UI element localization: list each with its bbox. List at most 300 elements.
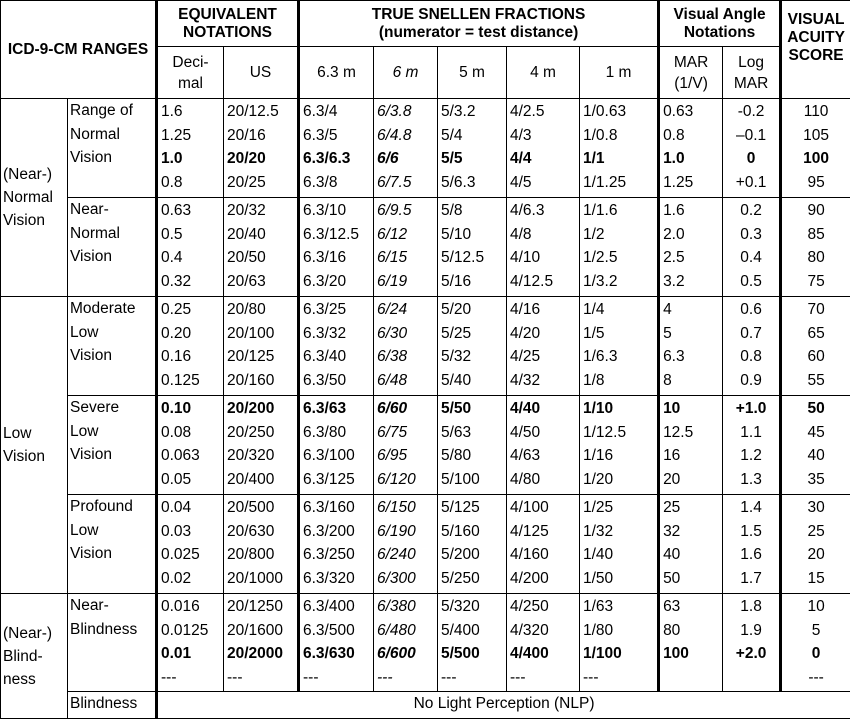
value-snellen-5m: 5/3.2 xyxy=(441,103,476,120)
value-snellen-6-3m: --- xyxy=(303,668,319,686)
value-logmar: 1.7 xyxy=(740,569,762,587)
value-us: 20/1600 xyxy=(227,621,284,639)
value-snellen-6-3m: 6.3/10 xyxy=(303,202,347,219)
value-us: --- xyxy=(227,668,243,686)
value-us: 20/50 xyxy=(227,249,266,266)
value-score: 30 xyxy=(807,499,825,516)
cell-score xyxy=(781,297,850,396)
subheader-6-3m: 6.3 m xyxy=(299,47,374,99)
value-snellen-6m: 6/600 xyxy=(377,645,416,662)
value-mar: 5 xyxy=(663,324,672,342)
value-decimal: 0.16 xyxy=(161,348,192,365)
value-score: 35 xyxy=(807,470,825,488)
value-score: 70 xyxy=(807,301,825,318)
cell-snellen-6-3m xyxy=(299,198,374,297)
cell-us xyxy=(224,396,299,495)
value-logmar: 1.5 xyxy=(740,522,762,540)
value-logmar xyxy=(726,666,776,690)
subheader-us: US xyxy=(224,47,299,99)
value-score: 20 xyxy=(807,546,825,563)
value-decimal: --- xyxy=(161,668,177,686)
table-row xyxy=(1,396,850,495)
value-logmar: 1.2 xyxy=(740,447,762,464)
value-snellen-1m: 1/16 xyxy=(583,447,614,464)
subheader-6m: 6 m xyxy=(374,47,438,99)
value-logmar: –0.1 xyxy=(735,126,767,144)
value-score: 55 xyxy=(807,371,825,389)
value-snellen-4m: 4/16 xyxy=(510,301,541,318)
value-mar: 20 xyxy=(663,470,681,488)
value-mar: 2.0 xyxy=(663,225,685,243)
value-decimal: 0.08 xyxy=(161,423,192,441)
value-snellen-4m: 4/200 xyxy=(510,569,549,587)
value-us: 20/1250 xyxy=(227,598,284,615)
value-us: 20/40 xyxy=(227,225,266,243)
value-logmar: 1.3 xyxy=(740,470,762,488)
value-snellen-5m: 5/50 xyxy=(441,400,472,417)
value-us: 20/80 xyxy=(227,301,266,318)
no-light-perception-cell: No Light Perception (NLP) xyxy=(157,692,850,719)
subheader-logmar: Log MAR xyxy=(723,47,781,99)
value-decimal: 0.8 xyxy=(161,173,183,191)
value-logmar: +1.0 xyxy=(735,400,767,417)
value-snellen-1m: 1/4 xyxy=(583,301,605,318)
header-equivalent-notations: EQUIVALENT NOTATIONS xyxy=(157,1,299,47)
value-snellen-5m: --- xyxy=(441,668,457,686)
cell-snellen-4m xyxy=(507,198,580,297)
value-snellen-1m: 1/1.25 xyxy=(583,173,627,191)
value-mar: 1.25 xyxy=(663,173,694,191)
cell-decimal xyxy=(157,297,224,396)
value-snellen-6m: 6/9.5 xyxy=(377,202,412,219)
value-snellen-4m: 4/3 xyxy=(510,126,532,144)
cell-mar xyxy=(659,99,723,198)
value-snellen-1m: 1/1.6 xyxy=(583,202,618,219)
subcategory-profound-low-vision: Profound Low Vision xyxy=(68,495,157,594)
value-snellen-5m: 5/40 xyxy=(441,371,472,389)
value-snellen-5m: 5/63 xyxy=(441,423,472,441)
value-snellen-6m: 6/480 xyxy=(377,621,416,639)
cell-snellen-5m xyxy=(438,99,507,198)
value-snellen-1m: 1/63 xyxy=(583,598,614,615)
value-mar: 25 xyxy=(663,499,681,516)
value-snellen-1m: 1/2 xyxy=(583,225,605,243)
value-snellen-6-3m: 6.3/500 xyxy=(303,621,355,639)
value-score: 90 xyxy=(807,202,825,219)
value-snellen-6-3m: 6.3/160 xyxy=(303,499,355,516)
value-decimal: 0.63 xyxy=(161,202,192,219)
value-snellen-6-3m: 6.3/25 xyxy=(303,301,347,318)
value-snellen-6m: 6/4.8 xyxy=(377,126,412,144)
cell-snellen-4m xyxy=(507,594,580,692)
value-snellen-6-3m: 6.3/32 xyxy=(303,324,347,342)
value-snellen-1m: 1/12.5 xyxy=(583,423,627,441)
value-decimal: 0.01 xyxy=(161,645,192,662)
value-mar: 50 xyxy=(663,569,681,587)
cell-decimal xyxy=(157,495,224,594)
header-visual-angle: Visual Angle Notations xyxy=(659,1,781,47)
cell-snellen-6-3m xyxy=(299,297,374,396)
value-snellen-6-3m: 6.3/250 xyxy=(303,546,355,563)
value-logmar: 1.6 xyxy=(740,546,762,563)
value-score: 85 xyxy=(807,225,825,243)
value-snellen-1m: 1/0.63 xyxy=(583,103,627,120)
value-decimal: 0.10 xyxy=(161,400,192,417)
subcategory-near-normal-vision: Near- Normal Vision xyxy=(68,198,157,297)
value-snellen-5m: 5/400 xyxy=(441,621,480,639)
value-snellen-4m: 4/80 xyxy=(510,470,541,488)
cell-snellen-4m xyxy=(507,396,580,495)
value-mar: 80 xyxy=(663,621,681,639)
value-snellen-4m: 4/5 xyxy=(510,173,532,191)
cell-snellen-6m xyxy=(374,396,438,495)
value-mar: 0.63 xyxy=(663,103,694,120)
cell-decimal xyxy=(157,198,224,297)
value-snellen-5m: 5/4 xyxy=(441,126,463,144)
value-snellen-6-3m: 6.3/20 xyxy=(303,272,347,290)
value-decimal: 0.4 xyxy=(161,249,183,266)
value-snellen-5m: 5/25 xyxy=(441,324,472,342)
value-mar: 4 xyxy=(663,301,672,318)
value-us: 20/800 xyxy=(227,546,275,563)
value-decimal: 1.25 xyxy=(161,126,192,144)
cell-mar xyxy=(659,594,723,692)
value-us: 20/63 xyxy=(227,272,266,290)
value-snellen-1m: 1/1 xyxy=(583,150,605,167)
value-mar: 3.2 xyxy=(663,272,685,290)
value-snellen-6m: 6/380 xyxy=(377,598,416,615)
subheader-mar: MAR (1/V) xyxy=(659,47,723,99)
cell-mar xyxy=(659,495,723,594)
value-snellen-4m: --- xyxy=(510,668,526,686)
value-snellen-1m: 1/50 xyxy=(583,569,614,587)
value-mar: 1.6 xyxy=(663,202,685,219)
cell-logmar xyxy=(723,297,781,396)
value-mar: 10 xyxy=(663,400,681,417)
value-us: 20/500 xyxy=(227,499,275,516)
table-row xyxy=(1,198,850,297)
subcategory-near-blindness: Near-Blindness xyxy=(68,594,157,692)
cell-mar xyxy=(659,396,723,495)
category-near-normal-vision: (Near-) Normal Vision xyxy=(1,99,68,297)
value-logmar: 0.2 xyxy=(740,202,762,219)
value-snellen-6m: 6/30 xyxy=(377,324,408,342)
cell-snellen-1m xyxy=(580,99,659,198)
cell-snellen-5m xyxy=(438,495,507,594)
value-snellen-6-3m: 6.3/63 xyxy=(303,400,347,417)
value-logmar: -0.2 xyxy=(737,103,765,120)
value-score: 15 xyxy=(807,569,825,587)
cell-score xyxy=(781,396,850,495)
value-snellen-5m: 5/6.3 xyxy=(441,173,476,191)
cell-us xyxy=(224,297,299,396)
subcategory-blindness: Blindness xyxy=(68,692,157,719)
value-score: 0 xyxy=(811,645,821,662)
cell-snellen-4m xyxy=(507,495,580,594)
value-us: 20/630 xyxy=(227,522,275,540)
value-snellen-6-3m: 6.3/40 xyxy=(303,348,347,365)
table-row xyxy=(1,297,850,396)
value-decimal: 0.05 xyxy=(161,470,192,488)
cell-score xyxy=(781,594,850,692)
value-snellen-6-3m: 6.3/100 xyxy=(303,447,355,464)
value-decimal: 1.6 xyxy=(161,103,183,120)
value-score: 40 xyxy=(807,447,825,464)
value-decimal: 0.5 xyxy=(161,225,183,243)
cell-snellen-6m xyxy=(374,297,438,396)
value-snellen-6m: 6/3.8 xyxy=(377,103,412,120)
value-us: 20/125 xyxy=(227,348,275,365)
cell-decimal xyxy=(157,594,224,692)
value-snellen-6m: 6/300 xyxy=(377,569,416,587)
table-row-blindness xyxy=(1,692,850,719)
value-logmar: 0.8 xyxy=(740,348,762,365)
cell-us xyxy=(224,198,299,297)
value-us: 20/400 xyxy=(227,470,275,488)
header-true-snellen: TRUE SNELLEN FRACTIONS (numerator = test distance) xyxy=(299,1,659,47)
cell-snellen-4m xyxy=(507,297,580,396)
value-logmar: 0.6 xyxy=(740,301,762,318)
value-logmar: +0.1 xyxy=(735,173,767,191)
value-snellen-1m: 1/32 xyxy=(583,522,614,540)
value-snellen-1m: 1/3.2 xyxy=(583,272,618,290)
value-decimal: 0.04 xyxy=(161,499,192,516)
cell-logmar xyxy=(723,198,781,297)
value-score: --- xyxy=(808,668,824,686)
value-snellen-5m: 5/80 xyxy=(441,447,472,464)
cell-snellen-1m xyxy=(580,297,659,396)
value-snellen-4m: 4/125 xyxy=(510,522,549,540)
value-snellen-4m: 4/63 xyxy=(510,447,541,464)
value-snellen-1m: 1/10 xyxy=(583,400,614,417)
value-snellen-6-3m: 6.3/630 xyxy=(303,645,355,662)
value-logmar: 1.4 xyxy=(740,499,762,516)
value-snellen-6m: 6/60 xyxy=(377,400,408,417)
value-snellen-4m: 4/12.5 xyxy=(510,272,554,290)
value-snellen-5m: 5/5 xyxy=(441,150,463,167)
value-us: 20/100 xyxy=(227,324,275,342)
value-score: 45 xyxy=(807,423,825,441)
value-mar: 0.8 xyxy=(663,126,685,144)
value-snellen-6m: 6/75 xyxy=(377,423,408,441)
value-snellen-4m: 4/320 xyxy=(510,621,549,639)
value-snellen-6-3m: 6.3/12.5 xyxy=(303,225,360,243)
cell-us xyxy=(224,99,299,198)
value-score: 25 xyxy=(807,522,825,540)
value-snellen-4m: 4/100 xyxy=(510,499,549,516)
value-snellen-6m: 6/24 xyxy=(377,301,408,318)
subcategory-range-of-normal-vision: Range of Normal Vision xyxy=(68,99,157,198)
value-snellen-4m: 4/32 xyxy=(510,371,541,389)
value-snellen-6-3m: 6.3/320 xyxy=(303,569,355,587)
value-snellen-6m: 6/38 xyxy=(377,348,408,365)
value-score: 105 xyxy=(803,126,830,144)
value-snellen-5m: 5/16 xyxy=(441,272,472,290)
subheader-1m: 1 m xyxy=(580,47,659,99)
value-snellen-6m: 6/7.5 xyxy=(377,173,412,191)
value-snellen-5m: 5/100 xyxy=(441,470,480,488)
value-mar: 32 xyxy=(663,522,681,540)
cell-snellen-6m xyxy=(374,99,438,198)
value-logmar: 0.7 xyxy=(740,324,762,342)
value-decimal: 0.32 xyxy=(161,272,192,290)
value-snellen-4m: 4/10 xyxy=(510,249,541,266)
value-snellen-4m: 4/160 xyxy=(510,546,549,563)
value-logmar: 0.5 xyxy=(740,272,762,290)
value-score: 100 xyxy=(803,150,830,167)
value-snellen-6-3m: 6.3/8 xyxy=(303,173,338,191)
value-snellen-6m: --- xyxy=(377,668,393,686)
value-snellen-4m: 4/400 xyxy=(510,645,549,662)
value-mar: 100 xyxy=(663,645,689,662)
value-snellen-5m: 5/200 xyxy=(441,546,480,563)
value-snellen-5m: 5/8 xyxy=(441,202,463,219)
cell-mar xyxy=(659,297,723,396)
value-snellen-6m: 6/95 xyxy=(377,447,408,464)
value-snellen-1m: 1/0.8 xyxy=(583,126,618,144)
value-snellen-1m: 1/80 xyxy=(583,621,614,639)
value-snellen-4m: 4/40 xyxy=(510,400,541,417)
cell-mar xyxy=(659,198,723,297)
value-us: 20/20 xyxy=(227,150,266,167)
value-us: 20/32 xyxy=(227,202,266,219)
cell-logmar xyxy=(723,594,781,692)
value-snellen-1m: 1/5 xyxy=(583,324,605,342)
cell-snellen-6m xyxy=(374,198,438,297)
cell-logmar xyxy=(723,99,781,198)
header-visual-acuity-score: VISUAL ACUITY SCORE xyxy=(781,1,850,99)
cell-snellen-5m xyxy=(438,297,507,396)
value-snellen-6m: 6/120 xyxy=(377,470,416,488)
value-snellen-4m: 4/50 xyxy=(510,423,541,441)
cell-snellen-6-3m xyxy=(299,99,374,198)
cell-snellen-6-3m xyxy=(299,396,374,495)
value-snellen-5m: 5/320 xyxy=(441,598,480,615)
value-score: 60 xyxy=(807,348,825,365)
value-logmar: 1.1 xyxy=(740,423,762,441)
value-mar: 6.3 xyxy=(663,348,685,365)
value-decimal: 0.016 xyxy=(161,598,200,615)
value-snellen-6m: 6/48 xyxy=(377,371,408,389)
value-us: 20/250 xyxy=(227,423,275,441)
value-snellen-1m: 1/2.5 xyxy=(583,249,618,266)
value-snellen-1m: 1/25 xyxy=(583,499,614,516)
value-snellen-6-3m: 6.3/200 xyxy=(303,522,355,540)
value-logmar: 0.9 xyxy=(740,371,762,389)
value-us: 20/25 xyxy=(227,173,266,191)
cell-snellen-6m xyxy=(374,594,438,692)
cell-snellen-1m xyxy=(580,396,659,495)
subcategory-severe-low-vision: Severe Low Vision xyxy=(68,396,157,495)
value-score: 75 xyxy=(807,272,825,290)
cell-snellen-6m xyxy=(374,495,438,594)
value-us: 20/1000 xyxy=(227,569,284,587)
subcategory-moderate-low-vision: Moderate Low Vision xyxy=(68,297,157,396)
value-score: 50 xyxy=(807,400,825,417)
value-snellen-6-3m: 6.3/50 xyxy=(303,371,347,389)
category-low-vision: Low Vision xyxy=(1,297,68,594)
cell-snellen-1m xyxy=(580,594,659,692)
cell-snellen-6-3m xyxy=(299,594,374,692)
value-decimal: 0.20 xyxy=(161,324,192,342)
value-snellen-6-3m: 6.3/5 xyxy=(303,126,338,144)
value-snellen-4m: 4/2.5 xyxy=(510,103,545,120)
value-snellen-6-3m: 6.3/6.3 xyxy=(303,150,351,167)
cell-snellen-1m xyxy=(580,495,659,594)
value-decimal: 0.125 xyxy=(161,371,200,389)
value-decimal: 1.0 xyxy=(161,150,183,167)
cell-us xyxy=(224,594,299,692)
cell-snellen-6-3m xyxy=(299,495,374,594)
value-us: 20/200 xyxy=(227,400,275,417)
value-snellen-5m: 5/20 xyxy=(441,301,472,318)
value-score: 5 xyxy=(811,621,821,639)
value-snellen-4m: 4/250 xyxy=(510,598,549,615)
value-snellen-1m: 1/8 xyxy=(583,371,605,389)
header-icd-ranges: ICD-9-CM RANGES xyxy=(1,1,157,99)
cell-snellen-1m xyxy=(580,198,659,297)
value-snellen-6-3m: 6.3/16 xyxy=(303,249,347,266)
value-mar: 12.5 xyxy=(663,423,694,441)
value-decimal: 0.02 xyxy=(161,569,192,587)
cell-decimal xyxy=(157,396,224,495)
cell-snellen-5m xyxy=(438,198,507,297)
value-logmar: 1.9 xyxy=(740,621,762,639)
value-logmar: 1.8 xyxy=(740,598,762,615)
value-mar: 1.0 xyxy=(663,150,685,167)
value-decimal: 0.03 xyxy=(161,522,192,540)
value-score: 80 xyxy=(807,249,825,266)
value-snellen-6m: 6/6 xyxy=(377,150,399,167)
value-snellen-1m: 1/6.3 xyxy=(583,348,618,365)
cell-score xyxy=(781,99,850,198)
value-snellen-1m: 1/40 xyxy=(583,546,614,563)
value-snellen-6m: 6/190 xyxy=(377,522,416,540)
value-snellen-1m: 1/100 xyxy=(583,645,622,662)
cell-decimal xyxy=(157,99,224,198)
value-snellen-4m: 4/25 xyxy=(510,348,541,365)
value-us: 20/320 xyxy=(227,447,275,464)
value-decimal: 0.25 xyxy=(161,301,192,318)
value-score: 10 xyxy=(807,598,825,615)
value-snellen-6-3m: 6.3/400 xyxy=(303,598,355,615)
value-decimal: 0.063 xyxy=(161,447,200,464)
value-snellen-6m: 6/150 xyxy=(377,499,416,516)
cell-snellen-5m xyxy=(438,396,507,495)
cell-logmar xyxy=(723,495,781,594)
value-snellen-6-3m: 6.3/80 xyxy=(303,423,347,441)
subheader-5m: 5 m xyxy=(438,47,507,99)
value-decimal: 0.0125 xyxy=(161,621,209,639)
value-logmar: +2.0 xyxy=(735,645,767,662)
value-snellen-5m: 5/160 xyxy=(441,522,480,540)
value-mar: 63 xyxy=(663,598,681,615)
value-snellen-5m: 5/12.5 xyxy=(441,249,485,266)
value-decimal: 0.025 xyxy=(161,546,200,563)
value-mar xyxy=(663,666,719,690)
value-snellen-4m: 4/8 xyxy=(510,225,532,243)
value-snellen-5m: 5/32 xyxy=(441,348,472,365)
table-body xyxy=(1,99,850,719)
value-mar: 16 xyxy=(663,447,681,464)
value-snellen-6m: 6/12 xyxy=(377,225,408,243)
value-snellen-4m: 4/4 xyxy=(510,150,532,167)
value-snellen-5m: 5/10 xyxy=(441,225,472,243)
table-row xyxy=(1,594,850,692)
value-snellen-1m: --- xyxy=(583,668,599,686)
value-snellen-5m: 5/125 xyxy=(441,499,480,516)
cell-snellen-5m xyxy=(438,594,507,692)
